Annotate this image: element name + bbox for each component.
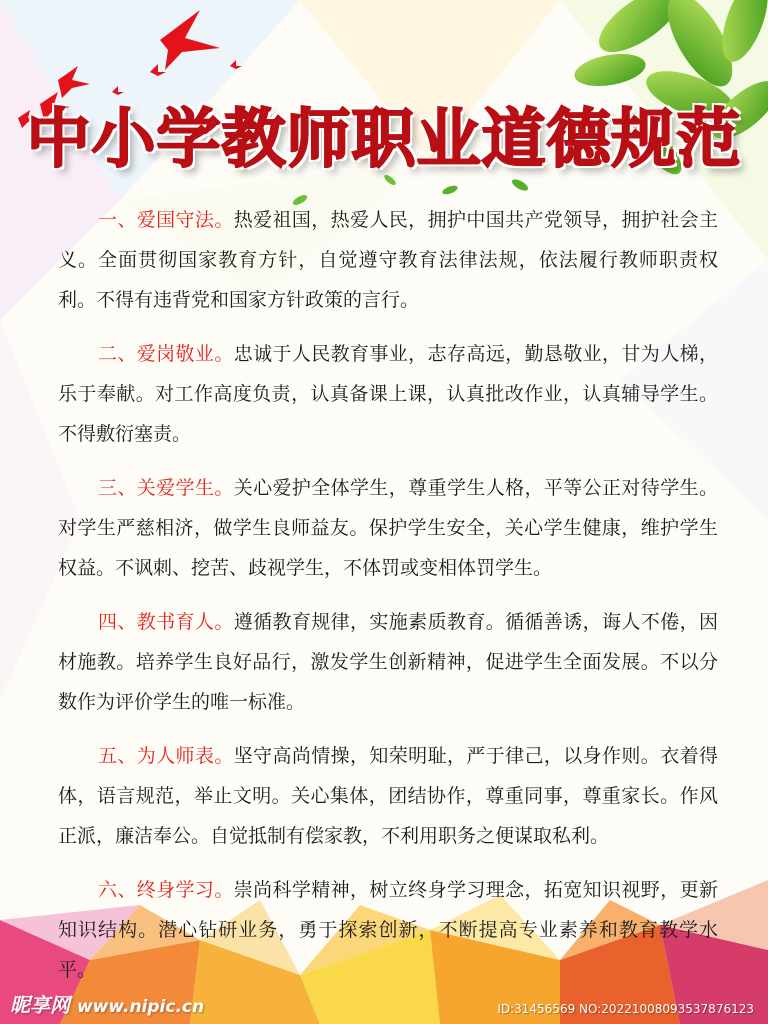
section-heading: 六、终身学习。 (98, 879, 234, 901)
section-1 (58, 200, 718, 320)
section-4 (58, 602, 718, 722)
section-text: 坚守高尚情操，知荣明耻，严于律己，以身作则。衣着得体，语言规范，举止文明。关心集体，团结协作，尊重同事，尊重家长。作风正派，廉洁奉公。自觉抵制有偿家教，不利用职务之便谋取私利。 (58, 745, 718, 847)
section-heading: 五、为人师表。 (98, 745, 234, 767)
section-heading: 二、爱岗敬业。 (98, 343, 234, 365)
content-body (58, 200, 718, 1004)
section-text: 忠诚于人民教育事业，志存高远，勤恳敬业，甘为人梯，乐于奉献。对工作高度负责，认真备课上课，认真批改作业，认真辅导学生。不得敷衍塞责。 (58, 343, 718, 445)
section-heading: 四、教书育人。 (98, 611, 234, 633)
watermark-brand (10, 989, 204, 1018)
watermark-brand-name: 昵享网 (10, 993, 70, 1017)
section-6 (58, 870, 718, 990)
watermark-url: www.nipic.cn (76, 997, 205, 1017)
section-3 (58, 468, 718, 588)
section-text: 遵循教育规律，实施素质教育。循循善诱，诲人不倦，因材施教。培养学生良好品行，激发学生创新精神，促进学生全面发展。不以分数作为评价学生的唯一标准。 (58, 611, 718, 713)
watermark-id: ID:31456569 NO:20221008093537876123 (497, 1002, 754, 1016)
section-text: 热爱祖国，热爱人民，拥护中国共产党领导，拥护社会主义。全面贯彻国家教育方针，自觉遵守教育法律法规，依法履行教师职责权利。不得有违背党和国家方针政策的言行。 (58, 209, 718, 311)
page-title: 中小学教师职业道德规范 (26, 103, 742, 177)
section-text: 关心爱护全体学生，尊重学生人格，平等公正对待学生。对学生严慈相济，做学生良师益友。保护学生安全，关心学生健康，维护学生权益。不讽刺、挖苦、歧视学生，不体罚或变相体罚学生。 (58, 477, 718, 579)
section-heading: 三、关爱学生。 (98, 477, 234, 499)
section-heading: 一、爱国守法。 (98, 209, 234, 231)
section-5 (58, 736, 718, 856)
section-text: 崇尚科学精神，树立终身学习理念，拓宽知识视野，更新知识结构。潜心钻研业务，勇于探索创新，不断提高专业素养和教育教学水平。 (58, 879, 718, 981)
section-2 (58, 334, 718, 454)
